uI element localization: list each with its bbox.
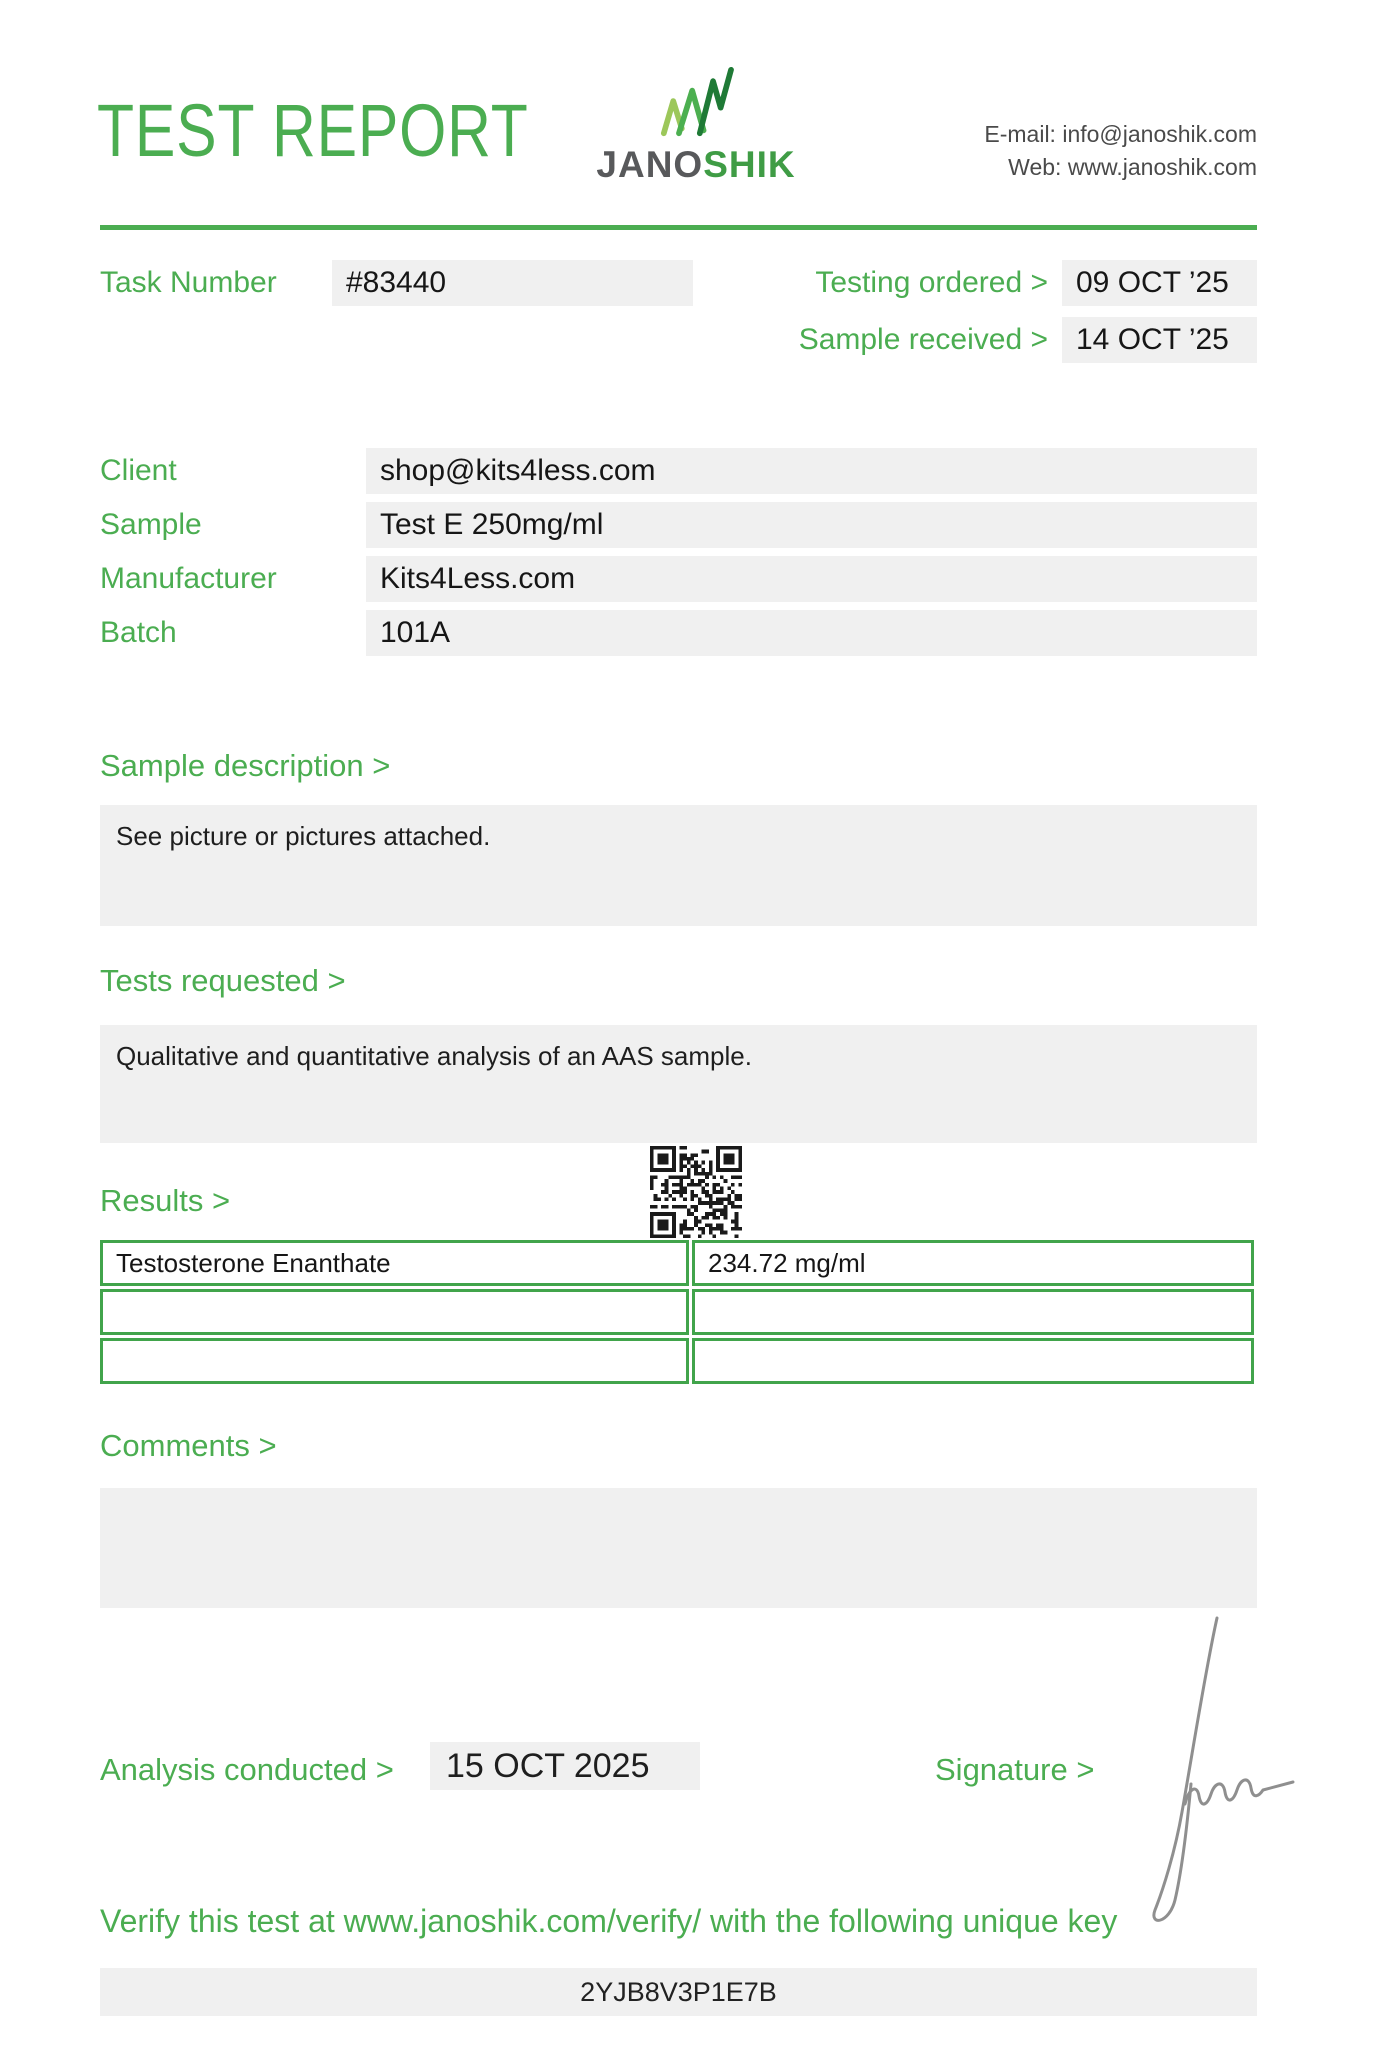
result-substance-cell [100,1338,689,1384]
results-heading: Results > [100,1183,231,1218]
comments-box [100,1488,1257,1608]
sample-description-heading: Sample description > [100,748,391,783]
result-substance-cell: Testosterone Enanthate [100,1240,689,1286]
batch-label: Batch [100,616,177,649]
tests-requested-text: Qualitative and quantitative analysis of an AAS sample. [116,1041,752,1071]
sample-description-text: See picture or pictures attached. [116,821,491,851]
logo-text-shik: SHIK [703,144,796,185]
analysis-date-value: 15 OCT 2025 [430,1742,700,1790]
signature-label: Signature > [935,1752,1095,1787]
sample-description-box [100,805,1257,926]
testing-ordered-label: Testing ordered > [815,266,1048,299]
result-value-cell [692,1289,1254,1335]
testing-ordered-value: 09 OCT ’25 [1062,260,1257,306]
client-label: Client [100,454,177,487]
client-value: shop@kits4less.com [366,448,1257,494]
header-divider [100,225,1257,230]
logo-chart-icon [654,66,738,138]
tests-requested-heading: Tests requested > [100,963,346,998]
verify-instruction: Verify this test at www.janoshik.com/verify/ with the following unique key [100,1903,1118,1939]
task-number-value: #83440 [332,260,693,306]
batch-value: 101A [366,610,1257,656]
manufacturer-label: Manufacturer [100,562,277,595]
page-title: TEST REPORT [97,89,529,172]
results-table [100,1240,1257,1384]
result-value-cell [692,1338,1254,1384]
contact-email: E-mail: info@janoshik.com [984,121,1257,147]
task-number-label: Task Number [100,266,277,299]
qr-code-icon [650,1146,742,1238]
contact-block [984,118,1257,185]
manufacturer-value: Kits4Less.com [366,556,1257,602]
logo [596,66,796,186]
sample-received-label: Sample received > [798,323,1048,356]
logo-wordmark [596,144,796,186]
sample-value: Test E 250mg/ml [366,502,1257,548]
result-substance-cell [100,1289,689,1335]
contact-web: Web: www.janoshik.com [1008,154,1257,181]
logo-text-jano: JANO [596,144,704,185]
tests-requested-box [100,1025,1257,1143]
sample-received-value: 14 OCT ’25 [1062,317,1257,363]
analysis-conducted-label: Analysis conducted > [100,1752,394,1787]
comments-heading: Comments > [100,1428,277,1463]
sample-label: Sample [100,508,202,541]
unique-key-value: 2YJB8V3P1E7B [100,1968,1257,2016]
result-value-cell: 234.72 mg/ml [692,1240,1254,1286]
signature-icon [1085,1612,1305,1932]
